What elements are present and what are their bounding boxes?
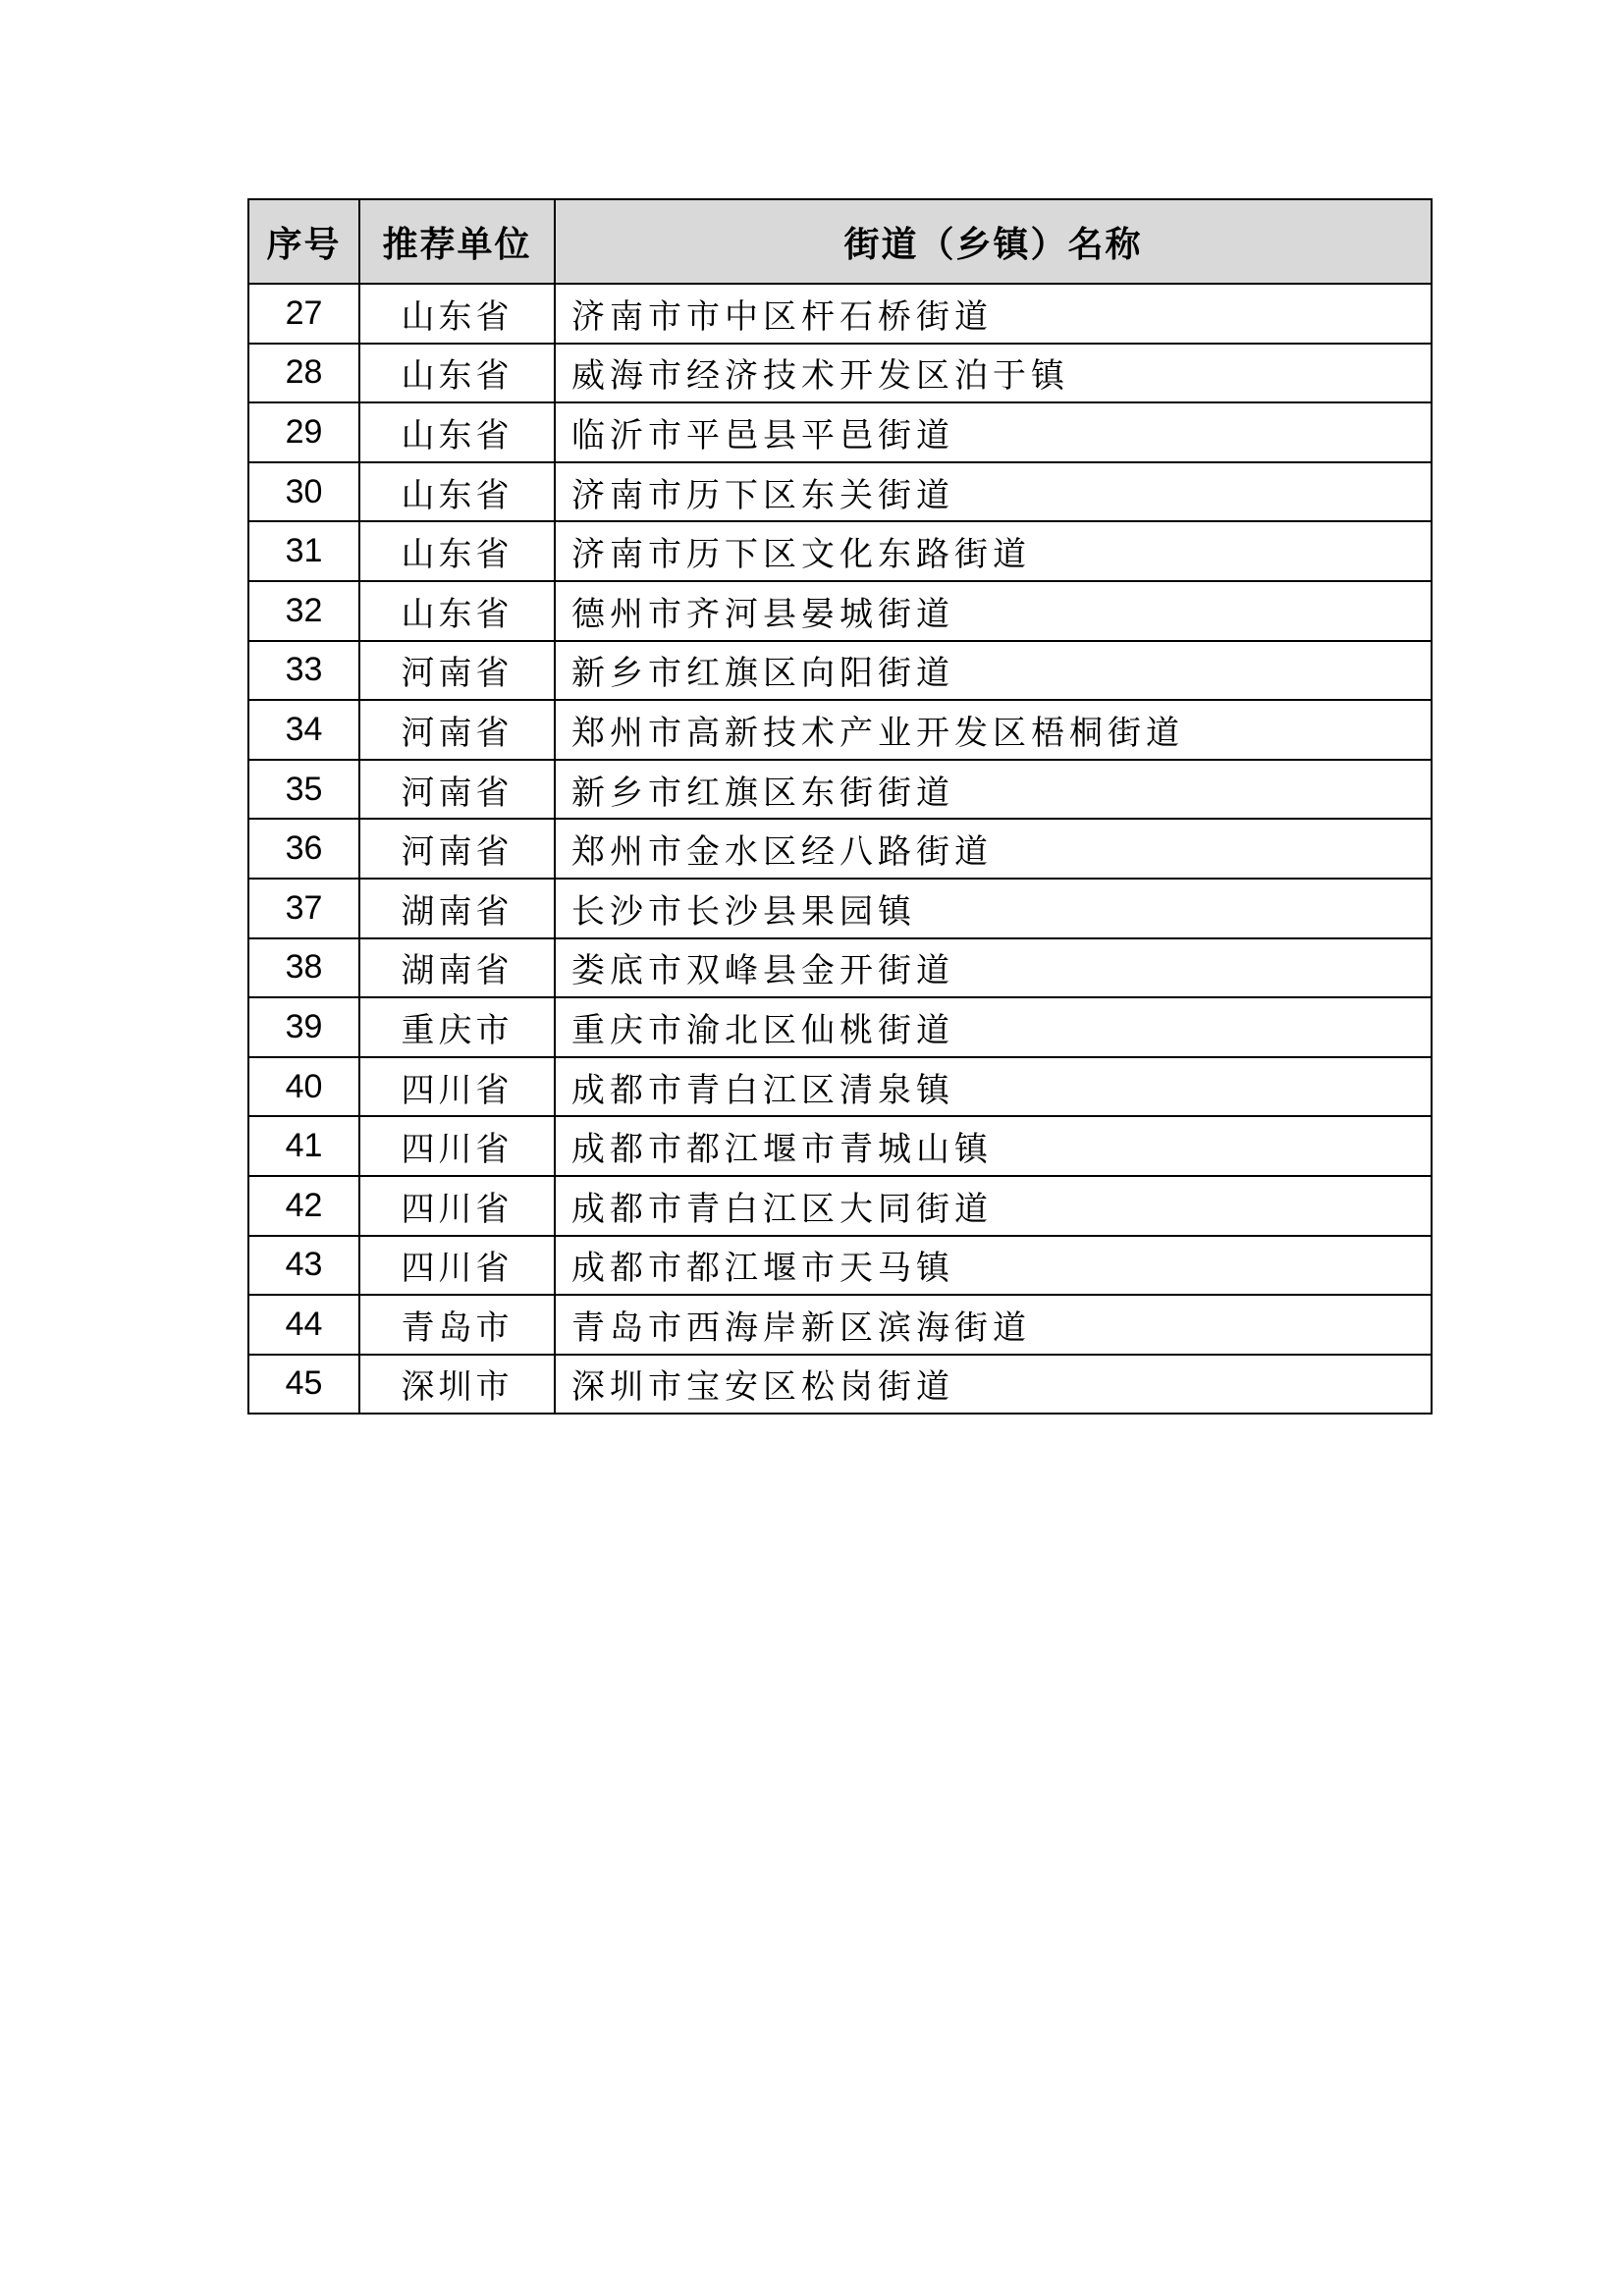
table-row <box>248 1176 1432 1236</box>
row-name: 成都市青白江区大同街道 <box>555 1176 1432 1236</box>
row-index: 29 <box>248 402 359 462</box>
row-unit: 山东省 <box>359 462 555 522</box>
row-index: 40 <box>248 1057 359 1117</box>
row-name: 娄底市双峰县金开街道 <box>555 938 1432 998</box>
table-row <box>248 760 1432 820</box>
table-row <box>248 1355 1432 1415</box>
row-unit: 山东省 <box>359 402 555 462</box>
row-index: 42 <box>248 1176 359 1236</box>
table-row <box>248 938 1432 998</box>
row-name: 临沂市平邑县平邑街道 <box>555 402 1432 462</box>
row-name: 重庆市渝北区仙桃街道 <box>555 997 1432 1057</box>
row-index: 43 <box>248 1236 359 1296</box>
row-name: 深圳市宝安区松岗街道 <box>555 1355 1432 1415</box>
row-index: 27 <box>248 284 359 344</box>
table-row <box>248 879 1432 938</box>
header-unit: 推荐单位 <box>359 199 555 284</box>
table-row <box>248 284 1432 344</box>
row-unit: 山东省 <box>359 344 555 403</box>
row-index: 36 <box>248 819 359 879</box>
table-row <box>248 581 1432 641</box>
table-row <box>248 641 1432 701</box>
table-body <box>248 284 1432 1414</box>
township-list-table <box>247 198 1433 1415</box>
table-row <box>248 344 1432 403</box>
row-name: 青岛市西海岸新区滨海街道 <box>555 1295 1432 1355</box>
row-name: 成都市都江堰市天马镇 <box>555 1236 1432 1296</box>
row-name: 新乡市红旗区向阳街道 <box>555 641 1432 701</box>
row-index: 30 <box>248 462 359 522</box>
row-unit: 四川省 <box>359 1236 555 1296</box>
row-unit: 重庆市 <box>359 997 555 1057</box>
row-name: 成都市青白江区清泉镇 <box>555 1057 1432 1117</box>
row-index: 34 <box>248 700 359 760</box>
table-row <box>248 700 1432 760</box>
table-row <box>248 521 1432 581</box>
header-index: 序号 <box>248 199 359 284</box>
row-name: 郑州市高新技术产业开发区梧桐街道 <box>555 700 1432 760</box>
row-name: 威海市经济技术开发区泊于镇 <box>555 344 1432 403</box>
row-name: 郑州市金水区经八路街道 <box>555 819 1432 879</box>
row-index: 45 <box>248 1355 359 1415</box>
row-unit: 湖南省 <box>359 938 555 998</box>
table-row <box>248 819 1432 879</box>
table-row <box>248 1295 1432 1355</box>
table-row <box>248 997 1432 1057</box>
row-unit: 河南省 <box>359 819 555 879</box>
row-unit: 河南省 <box>359 641 555 701</box>
row-index: 44 <box>248 1295 359 1355</box>
row-name: 长沙市长沙县果园镇 <box>555 879 1432 938</box>
row-index: 33 <box>248 641 359 701</box>
row-unit: 河南省 <box>359 760 555 820</box>
row-unit: 山东省 <box>359 581 555 641</box>
row-index: 38 <box>248 938 359 998</box>
row-name: 济南市历下区文化东路街道 <box>555 521 1432 581</box>
row-unit: 山东省 <box>359 284 555 344</box>
row-index: 39 <box>248 997 359 1057</box>
row-index: 32 <box>248 581 359 641</box>
row-name: 济南市市中区杆石桥街道 <box>555 284 1432 344</box>
row-unit: 青岛市 <box>359 1295 555 1355</box>
row-unit: 四川省 <box>359 1057 555 1117</box>
header-row <box>248 199 1432 284</box>
row-index: 28 <box>248 344 359 403</box>
row-unit: 四川省 <box>359 1116 555 1176</box>
header-name: 街道（乡镇）名称 <box>555 199 1432 284</box>
row-index: 35 <box>248 760 359 820</box>
table-row <box>248 1236 1432 1296</box>
row-index: 37 <box>248 879 359 938</box>
row-unit: 河南省 <box>359 700 555 760</box>
row-unit: 四川省 <box>359 1176 555 1236</box>
row-index: 41 <box>248 1116 359 1176</box>
row-unit: 山东省 <box>359 521 555 581</box>
row-name: 德州市齐河县晏城街道 <box>555 581 1432 641</box>
row-unit: 深圳市 <box>359 1355 555 1415</box>
row-name: 新乡市红旗区东街街道 <box>555 760 1432 820</box>
row-name: 济南市历下区东关街道 <box>555 462 1432 522</box>
table-row <box>248 1057 1432 1117</box>
row-unit: 湖南省 <box>359 879 555 938</box>
row-name: 成都市都江堰市青城山镇 <box>555 1116 1432 1176</box>
row-index: 31 <box>248 521 359 581</box>
table-row <box>248 402 1432 462</box>
table-row <box>248 462 1432 522</box>
table-header <box>248 199 1432 284</box>
table-row <box>248 1116 1432 1176</box>
